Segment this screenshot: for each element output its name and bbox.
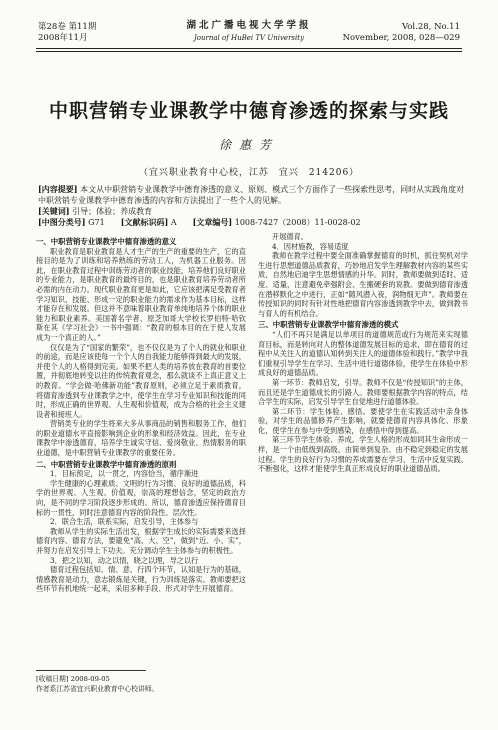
keywords: 引导；体验；养成教育 [72,207,153,216]
body-paragraph: 1．目标预定，以一贯之，内容恰当，循序渐进 [50,469,199,479]
author-name: 徐惠芳 [218,138,279,152]
body-paragraph: 第三环节学生体验、养成。学生人格的形成如同其生命形成一样，是一个由低级到高级、由简单到复杂、由不稳定到稳定的发展过程。学生的良好行为习惯的养成需要在学习、生活中反复实践、不断强化，这样才能使学生真正形成良好的职业道德品质。 [258,435,468,474]
body-paragraph: 学生健康的心理素质、文明的行为习惯、良好的道德品质，科学的世界观、人生观、价值观，崇高的理想信念，坚定的政治方向，是不同的学习阶段逐步形成的。所以，德育渗透应保持德育目标的一贯性，同时注意德育内容的阶段性、层次性。 [36,478,246,517]
volume-issue: 第28卷 第11期 [38,22,97,32]
section-heading: 二、中职营销专业课教学中德育渗透的原则 [36,459,177,469]
body-paragraph: 德育过程包括知、情、意、行四个环节，认知是行为的基础，情感教育是动力，意志锻炼是关键，行为训练是落实。教师要把这些环节有机地统一起来，采用多种手段、形式对学生开展德育。 [36,565,246,594]
body-paragraph: 教师从学生的实际生活出发，根据学生成长的实际需要来选择德育内容、德育方法，要避免“高、大、空”，做到“近、小、实”，并努力在启发引导上下功夫。充分调动学生主体参与的积极性。 [36,526,246,555]
issue-date: 2008年11月 [38,33,88,43]
body-paragraph: 4．因材施教，容易适度 [272,241,349,251]
body-paragraph: 开展德育。 [272,232,308,241]
doc-code-item [121,217,177,228]
article-no-item [193,217,361,228]
abstract-label: [内容提要] [38,184,78,194]
clc-item [38,217,105,228]
footnote-rule [36,670,146,671]
section-heading: 三、中职营销专业课教学中德育渗透的模式 [258,320,399,330]
clc-value: G71 [88,218,105,227]
header-rule-thin [36,51,462,52]
volume-info-en [343,22,460,44]
body-column-left [36,235,246,653]
keywords-line [38,206,466,217]
abstract-text: 本文从中职营销专业课教学中德育渗透的意义、原则、模式三个方面作了一些探索性思考，同时从实践角度对中职营销专业课教学中德育渗透的内容和方法提出了一些个人的见解。 [38,185,465,205]
body-paragraph: 营销类专业的学生将来大多从事商品的销售和服务工作，他们的职业道德水平直接影响到企业的形象和经济效益。因此，在专业课教学中渗透德育，培养学生诚实守信、爱岗敬业、热情服务的职业道德，是中职营销专业课教学的重要任务。 [36,419,246,458]
keywords-label: [关键词] [38,206,70,216]
body-paragraph: 第一环节：教师启发，引导。教师不仅是“传授知识”的主体，而且还是学生道德成长的引路人。教师要根据教学内容的特点，结合学生的实际，启发引导学生自觉地进行道德体验。 [258,377,468,407]
doc-code-value: A [170,218,177,227]
body-paragraph: 职业教育是职业教育是人才生产的生产的重要的生产，它的直接目的是为了训练和培养熟练的劳动工人，为机器工业服务。因此，在职业教育过程中训练劳动者的职业技能，培养他们良好职业的专业能力，是职业教育的最终目的，也是职业教育培养劳动者所必需的内在动力。现代职业教育更是如此，它应该把满足受教育者学习知识、技能、形成一定的职业能力的需求作为基本目标，这样才能存在和发展。但这并不意味着职业教育单纯地培养个体的职业能力和职业素养。美国著名学者、原芝加哥大学校长罗伯特·哈钦斯在其《学习社会》一书中强调：“教育的根本目的在于使人发展成为一个真正的人。” [36,246,246,342]
author-affiliation: （宜兴职业教育中心校，江苏 宜兴 214206） [138,168,360,178]
issue-pages: November, 2008, 028—029 [342,33,460,43]
classification-line [38,217,466,228]
body-paragraph: 教师在教学过程中要全面准确掌握德育的时机，抓住契机对学生进行思想道德品质教育，巧妙地启发学生理解教材内容的某些实质，自然地启迪学生思想情感的升华。同时，教师要做到适时、适度、适量，注意避免牵强附会、生搬硬套的说教。要做到德育渗透在潜移默化之中进行，正如“随风潜入夜，润物细无声”。教师要在传授知识的同时有针对性地把德育内容渗透到教学中去，做到教书与育人的有机结合。 [258,251,468,318]
body-paragraph: 3．把之以知，动之以情，晓之以理，导之以行 [50,555,199,565]
article-title: 中职营销专业课教学中德育渗透的探索与实践 [48,100,449,122]
clc-label: [中图分类号] [38,217,86,227]
body-column-right [258,232,468,652]
header-rule-thick [36,48,462,49]
article-no-label: [文章编号] [192,217,233,227]
abstract-para [38,184,466,206]
article-no-value: 1008-7427（2008）11-0028-02 [234,218,361,227]
abstract-block [38,184,466,228]
journal-name-cn: 湖北广播电视大学学报 [186,20,312,31]
volume-issue-en: Vol.28, No.11 [401,22,460,32]
page-header [0,0,498,62]
body-paragraph: 仅仅是为了“国家的繁荣”，也不仅仅是为了个人的就业和职业的前途，而是应该使每一个个人的自我能力能够得到最大的发展，并使个人的人格得到完美。如果不把人类的培养放在教育的首要位置，并彻底地转变以往的传统教育观念，那么就谈不上真正意义上的教育。“学会做·哈佛新功能”教育原则，必须立足于素质教育，将德育渗透到专业课教学之中，使学生在学习专业知识和技能的同时，形成正确的世界观、人生观和价值观，成为合格的社会主义建设者和接班人。 [36,342,246,419]
doc-code-label: [文献标识码] [120,217,169,227]
section-heading: 一、中职营销专业课教学中德育渗透的意义 [36,237,177,246]
journal-name-en: Journal of HuBei TV University [193,34,305,42]
received-date: [收稿日期] 2008-09-05 [36,675,110,683]
body-paragraph: 2．联合生活，联系实际，启发引导，主体参与 [50,517,199,527]
author-bio: 作者系江苏省宜兴职业教育中心校讲师。 [36,685,159,693]
body-paragraph: “人们不再只是满足以单项目的道德规范或行为规范来实现德育目标，而是转向对人的整体道德发展目标的追求，即在德育的过程中从关注人的道德认知转到关注人的道德体验和践行。”教学中我们重视引导学生在学习、生活中进行道德体验，使学生在体验中形成良好的道德品质。 [258,329,468,378]
body-paragraph: 第二环节：学生体验、感悟。要使学生在实践活动中亲身体验，对学生的品德修养产生影响，就要使德育内容具体化、形象化，使学生在参与中受到感染，在感悟中得到提高。 [258,406,468,435]
footnote [36,674,158,694]
